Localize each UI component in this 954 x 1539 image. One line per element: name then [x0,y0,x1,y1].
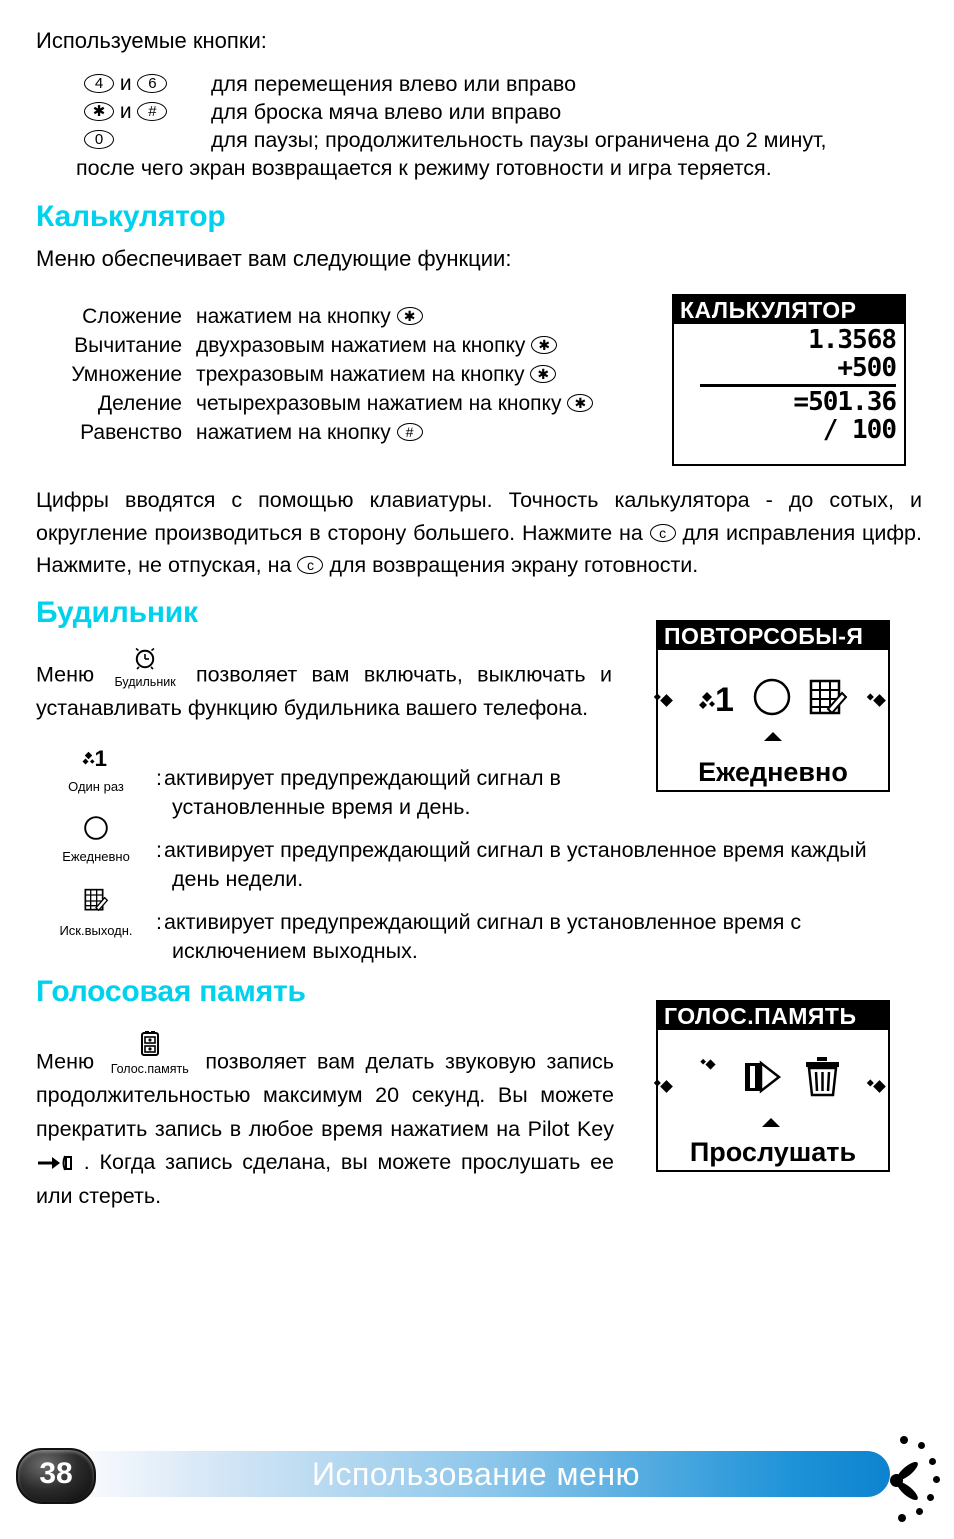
alarm-once-icon [80,742,112,772]
table-row [36,421,656,450]
lcd-title: КАЛЬКУЛЯТОР [674,296,904,324]
operation-name: Сложение [82,305,182,328]
operation-name: Деление [97,392,182,415]
calculator-operations-table [36,305,656,450]
key-hash-glyph: # [397,423,423,441]
key-row [36,72,926,97]
used-keys-block [36,72,926,181]
alarm-mode-icon-wrap [36,884,156,938]
voice-memory-paragraph [36,1031,614,1213]
menu-word: Меню [36,662,95,687]
burst-dot [927,1494,934,1501]
colon-separator: : [156,766,162,790]
key-row-description: для паузы; продолжительность паузы ограничена до 2 минут, [211,128,827,152]
trash-icon[interactable] [803,1055,843,1099]
operation-method-text: четырехразовым нажатием на кнопку [196,392,562,415]
page-number-badge [16,1448,96,1504]
voice-selection-marker-icon [762,1118,780,1127]
key-row-description: для перемещения влево или вправо [211,72,577,96]
footer-bar [62,1451,890,1497]
key-6-glyph: 6 [137,74,167,93]
alarm-lcd-caption: Ежедневно [698,757,848,787]
alarm-except-weekends-icon [82,886,110,916]
voice-paragraph-part-2: . Когда запись сделана, вы можете прослушать ее или стереть. [36,1150,614,1208]
menu-word: Меню [36,1049,95,1074]
operation-method-text: трехразовым нажатием на кнопку [196,363,525,386]
burst-dot [916,1508,923,1515]
voice-lcd-icon-row [658,1030,888,1116]
section-title-voice-memory: Голосовая память [36,975,306,1008]
lcd-title: ПОВТОРСОБЫ-Я [658,622,888,650]
calculator-lcd-line-3: =501.36 [793,387,896,417]
burst-dot [933,1476,940,1483]
alarm-menu-icon-caption: Будильник [114,674,176,689]
operation-method [196,305,656,329]
alarm-mode-desc-line-2: исключением выходных. [172,938,418,963]
key-4-glyph: 4 [84,74,114,93]
burst-petal [895,1479,921,1503]
footer-decoration-burst [876,1428,954,1532]
voice-menu-icon-caption: Голос.память [110,1061,189,1076]
operation-name: Вычитание [74,334,182,357]
alarm-mode-desc-line-2: день недели. [172,866,304,891]
operation-method-text: двухразовым нажатием на кнопку [196,334,526,357]
alarm-mode-description [156,740,926,821]
calculator-paragraph-part-3: для возвращения экрану готовности. [329,553,699,578]
burst-dot [918,1442,925,1449]
calculator-paragraph-part-1: Цифры вводятся с помощью клавиатуры. Точность калькулятора - до сотых, и округление производиться в сторону большего. Нажмите на [36,488,922,545]
burst-dot [929,1458,936,1465]
section-title-calculator: Калькулятор [36,200,226,233]
alarm-lcd-icon-row [658,650,888,736]
voice-recorder-icon-with-label [111,1031,189,1075]
key-row-keys [36,100,211,124]
colon-separator: : [156,910,162,934]
burst-petal [895,1459,921,1483]
alarm-mode-desc-line-1: активирует предупреждающий сигнал в установленное время с [163,910,802,934]
table-row [36,334,656,363]
calculator-lcd-line-1: 1.3568 [808,325,896,355]
svg-text:1: 1 [715,681,734,719]
conjunction: и [119,72,132,95]
operation-name: Умножение [71,363,182,386]
alarm-mode-caption: Ежедневно [62,849,130,864]
key-star-glyph: ✱ [531,336,557,354]
operation-method-text: нажатием на кнопку [196,421,391,444]
operation-method [196,363,656,387]
alarm-mode-desc-line-1: активирует предупреждающий сигнал в [163,766,561,790]
calculator-lcd-line-4: / 100 [822,415,896,445]
alarm-clock-icon-with-label [114,646,175,688]
alarm-mode-item [36,812,926,893]
alarm-mode-item [36,884,926,965]
voice-paragraph-part-1: позволяет вам делать звуковую запись продолжительностью максимум 20 секунд. Вы можете прекратить запись в любое время нажатием на Pilot Key [36,1049,614,1141]
alarm-mode-caption: Иск.выходн. [59,923,133,938]
calculator-intro: Меню обеспечивает вам следующие функции: [36,246,512,271]
alarm-mode-desc-line-1: активирует предупреждающий сигнал в установленное время каждый [163,838,867,862]
calculator-paragraph-part-2: для исправления цифр. Нажмите, не отпуская, на [36,520,922,578]
page-number: 38 [39,1457,73,1490]
alarm-except-weekends-icon[interactable] [806,675,848,719]
svg-text:1: 1 [94,746,108,771]
table-row [36,305,656,334]
used-keys-heading: Используемые кнопки: [36,28,267,53]
voice-recorder-icon [139,1031,161,1057]
lcd-title: ГОЛОС.ПАМЯТЬ [658,1002,888,1030]
alarm-clock-icon [132,646,158,670]
key-row [36,128,926,153]
key-row-keys [36,128,211,152]
calculator-paragraph [36,484,922,582]
alarm-mode-caption: Один раз [68,779,124,794]
calculator-lcd-line-2: +500 [837,353,896,383]
table-row [36,392,656,421]
alarm-intro-paragraph [36,646,612,725]
alarm-mode-desc-line-2: установленные время и день. [172,794,471,819]
colon-separator: : [156,838,162,862]
lcd-body [658,1030,888,1170]
key-clear-glyph: c [650,524,676,542]
play-cassette-icon[interactable] [741,1055,785,1099]
key-star-glyph: ✱ [84,102,114,121]
key-star-glyph: ✱ [530,365,556,383]
alarm-mode-icon-wrap [36,812,156,864]
pilot-key-icon [36,1150,84,1174]
key-0-glyph: 0 [84,130,114,149]
key-star-glyph: ✱ [397,307,423,325]
conjunction: и [119,100,132,123]
key-star-glyph: ✱ [567,394,593,412]
key-row-description: для броска мяча влево или вправо [211,100,562,124]
operation-method-text: нажатием на кнопку [196,305,391,328]
key-hash-glyph: # [137,102,167,121]
alarm-mode-item [36,740,926,821]
burst-dot [898,1514,906,1522]
alarm-daily-moon-icon[interactable] [750,675,794,719]
operation-name: Равенство [80,421,182,444]
voice-lcd-caption: Прослушать [689,1137,857,1167]
operation-method [196,421,656,445]
table-row [36,363,656,392]
lcd-body [674,324,904,464]
alarm-mode-description [156,812,926,893]
key-clear-glyph: c [297,556,323,574]
voice-memory-lcd-screen [656,1000,890,1172]
used-keys-tail: после чего экран возвращается к режиму готовности и игра теряется. [76,156,772,180]
footer-title: Использование меню [311,1456,640,1492]
operation-method [196,392,656,416]
key-row-keys [36,72,211,96]
alarm-daily-moon-icon [82,814,110,842]
alarm-paragraph-text: позволяет вам включать, выключать и устанавливать функцию будильника вашего телефона. [36,662,612,720]
key-row [36,100,926,125]
burst-dot [900,1436,908,1444]
calculator-lcd-lines [674,324,904,444]
calculator-lcd-screen [672,294,906,466]
alarm-mode-description [156,884,926,965]
alarm-once-icon[interactable] [698,675,738,719]
alarm-mode-icon-wrap [36,740,156,794]
section-title-alarm: Будильник [36,596,198,629]
operation-method [196,334,656,358]
